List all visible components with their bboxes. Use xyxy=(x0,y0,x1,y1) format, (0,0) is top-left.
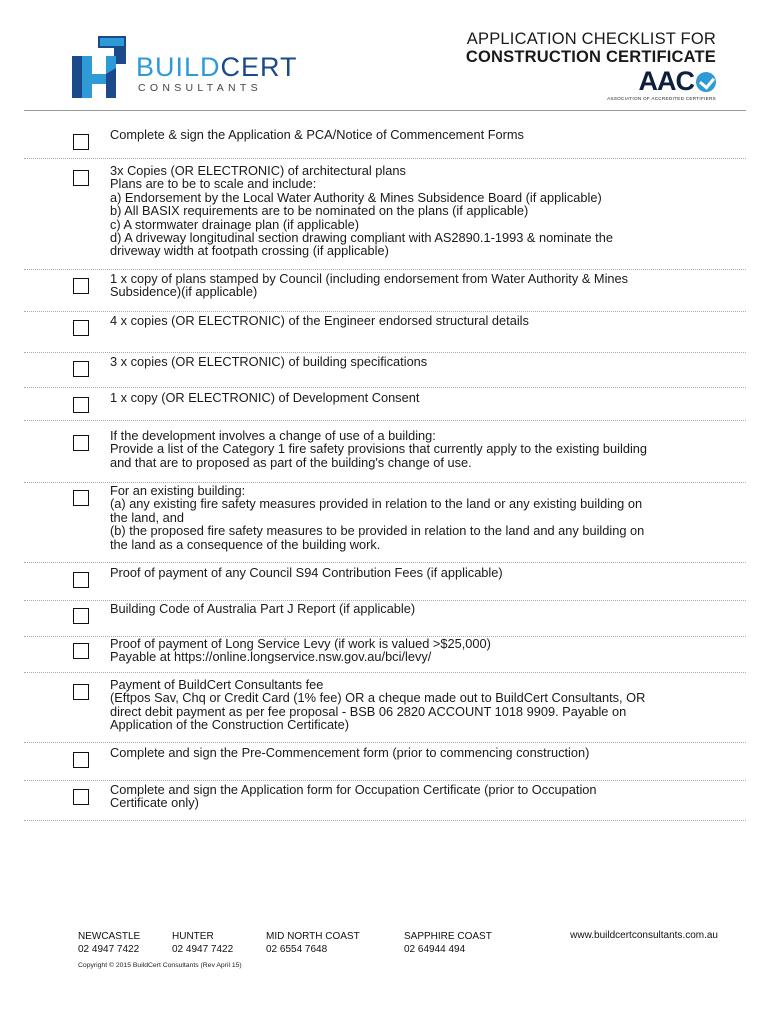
checklist-item-line: (a) any existing fire safety measures provided in relation to the land or any existing building on xyxy=(110,496,643,512)
checklist-item-line: (b) the proposed fire safety measures to be provided in relation to the land and any building on xyxy=(110,523,645,539)
checklist-item-line: the land as a consequence of the building work. xyxy=(110,536,381,552)
office-sapphire-coast xyxy=(404,930,492,956)
checklist-item-line: c) A stormwater drainage plan (if applicable) xyxy=(110,216,359,232)
checklist-item-line: Payment of BuildCert Consultants fee xyxy=(110,677,324,692)
checklist-item-line: Complete & sign the Application & PCA/Notice of Commencement Forms xyxy=(110,127,524,142)
checklist-item-text xyxy=(110,314,730,327)
checkbox[interactable] xyxy=(73,789,89,805)
aac-logo xyxy=(607,66,716,104)
checklist-item-line: 1 x copy (OR ELECTRONIC) of Development Consent xyxy=(110,390,420,405)
checklist-item-line: Provide a list of the Category 1 fire safety provisions that currently apply to the existing building xyxy=(110,441,648,457)
checklist-item-line: 3 x copies (OR ELECTRONIC) of building specifications xyxy=(110,354,428,369)
office-phone: 02 6554 7648 xyxy=(266,944,328,955)
buildcert-logo-mark-icon xyxy=(70,34,128,100)
checklist-item-line: the land, and xyxy=(110,509,185,525)
copyright: Copyright © 2015 BuildCert Consultants (Rev April 15) xyxy=(78,962,242,969)
title-line-2: CONSTRUCTION CERTIFICATE xyxy=(465,48,716,66)
website-link[interactable]: www.buildcertconsultants.com.au xyxy=(570,930,718,941)
checkbox[interactable] xyxy=(73,320,89,336)
row-divider xyxy=(24,352,746,353)
checklist-item-line: and that are to proposed as part of the building's change of use. xyxy=(110,454,472,470)
checklist-item-line: direct debit payment as per fee proposal - BSB 06 2820 ACCOUNT 1018 9909. Payable on xyxy=(110,703,627,719)
checklist-item-line: Payable at https://online.longservice.nsw.gov.au/bci/levy/ xyxy=(110,649,432,665)
page-title xyxy=(396,30,716,67)
checklist-item-text xyxy=(110,272,730,299)
checkbox[interactable] xyxy=(73,435,89,451)
checkbox[interactable] xyxy=(73,397,89,413)
aac-full-name: ASSOCIATION OF ACCREDITED CERTIFIERS xyxy=(607,96,716,101)
checkbox[interactable] xyxy=(73,134,89,150)
checklist-item-line: Application of the Construction Certificate) xyxy=(110,717,349,733)
checklist-item-line: Certificate only) xyxy=(110,795,199,811)
page-footer xyxy=(0,920,770,1000)
office-phone: 02 4947 7422 xyxy=(78,944,140,955)
checklist-item-line: Proof of payment of Long Service Levy (if work is valued >$25,000) xyxy=(110,636,491,651)
checklist-item-line: Complete and sign the Pre-Commencement form (prior to commencing construction) xyxy=(110,745,590,760)
checkbox[interactable] xyxy=(73,752,89,768)
header-divider xyxy=(24,110,746,111)
checklist-item-text xyxy=(110,355,730,368)
row-divider xyxy=(24,780,746,781)
office-phone: 02 4947 7422 xyxy=(172,944,234,955)
row-divider xyxy=(24,820,746,821)
checkbox[interactable] xyxy=(73,170,89,186)
row-divider xyxy=(24,562,746,563)
office-mid-north-coast xyxy=(266,930,360,956)
checklist-item-text xyxy=(110,484,730,551)
checklist-item-line: For an existing building: xyxy=(110,483,246,498)
checklist-item-line: 4 x copies (OR ELECTRONIC) of the Engineer endorsed structural details xyxy=(110,313,529,328)
office-name: SAPPHIRE COAST xyxy=(404,931,492,942)
checklist-item-text xyxy=(110,164,730,258)
office-name: NEWCASTLE xyxy=(78,931,141,942)
checkbox[interactable] xyxy=(73,643,89,659)
buildcert-logo xyxy=(70,34,330,104)
checkbox[interactable] xyxy=(73,278,89,294)
checklist-item-line: If the development involves a change of use of a building: xyxy=(110,428,436,443)
checklist-item-text xyxy=(110,128,730,141)
page-header xyxy=(0,0,770,120)
checkbox[interactable] xyxy=(73,684,89,700)
checklist-item-line: Subsidence)(if applicable) xyxy=(110,284,258,300)
row-divider xyxy=(24,269,746,270)
checklist-item-text xyxy=(110,602,730,615)
checklist-item-line: (Eftpos Sav, Chq or Credit Card (1% fee) OR a cheque made out to BuildCert Consultants, OR xyxy=(110,690,646,706)
row-divider xyxy=(24,387,746,388)
office-phone: 02 64944 494 xyxy=(404,944,466,955)
checkbox[interactable] xyxy=(73,572,89,588)
row-divider xyxy=(24,311,746,312)
checklist-item-text xyxy=(110,746,730,759)
office-name: HUNTER xyxy=(172,931,214,942)
row-divider xyxy=(24,158,746,159)
checklist-item-line: Complete and sign the Application form for Occupation Certificate (prior to Occupation xyxy=(110,782,597,797)
brand-name: BUILDCERT xyxy=(136,52,298,82)
office-hunter xyxy=(172,930,233,956)
row-divider xyxy=(24,672,746,673)
checklist-item-text xyxy=(110,637,730,664)
brand-subtitle: CONSULTANTS xyxy=(138,82,262,94)
checkbox[interactable] xyxy=(73,608,89,624)
checklist-item-text xyxy=(110,783,730,810)
checklist-item-line: 3x Copies (OR ELECTRONIC) of architectural plans xyxy=(110,163,406,178)
checklist-item-line: b) All BASIX requirements are to be nominated on the plans (if applicable) xyxy=(110,203,529,219)
title-line-1: APPLICATION CHECKLIST FOR xyxy=(466,30,716,48)
checklist-item-text xyxy=(110,429,730,469)
checklist-item-text xyxy=(110,566,730,579)
office-newcastle xyxy=(78,930,140,956)
aac-name: AAC xyxy=(638,66,694,96)
checkbox[interactable] xyxy=(73,490,89,506)
checklist-item-line: Building Code of Australia Part J Report (if applicable) xyxy=(110,601,416,616)
aac-check-icon xyxy=(696,72,716,92)
row-divider xyxy=(24,420,746,421)
checklist-item-text xyxy=(110,391,730,404)
row-divider xyxy=(24,742,746,743)
checklist-item-line: a) Endorsement by the Local Water Authority & Mines Subsidence Board (if applicable) xyxy=(110,189,602,205)
checklist-item-line: driveway width at footpath crossing (if applicable) xyxy=(110,243,389,259)
checklist-item-line: 1 x copy of plans stamped by Council (including endorsement from Water Authority & Mines xyxy=(110,271,629,286)
checklist-item-text xyxy=(110,678,730,732)
checklist-item-line: d) A driveway longitudinal section drawing compliant with AS2890.1-1993 & nominate the xyxy=(110,230,613,246)
office-name: MID NORTH COAST xyxy=(266,931,360,942)
checklist-item-line: Proof of payment of any Council S94 Contribution Fees (if applicable) xyxy=(110,565,503,580)
checklist-item-line: Plans are to be to scale and include: xyxy=(110,176,317,192)
checkbox[interactable] xyxy=(73,361,89,377)
